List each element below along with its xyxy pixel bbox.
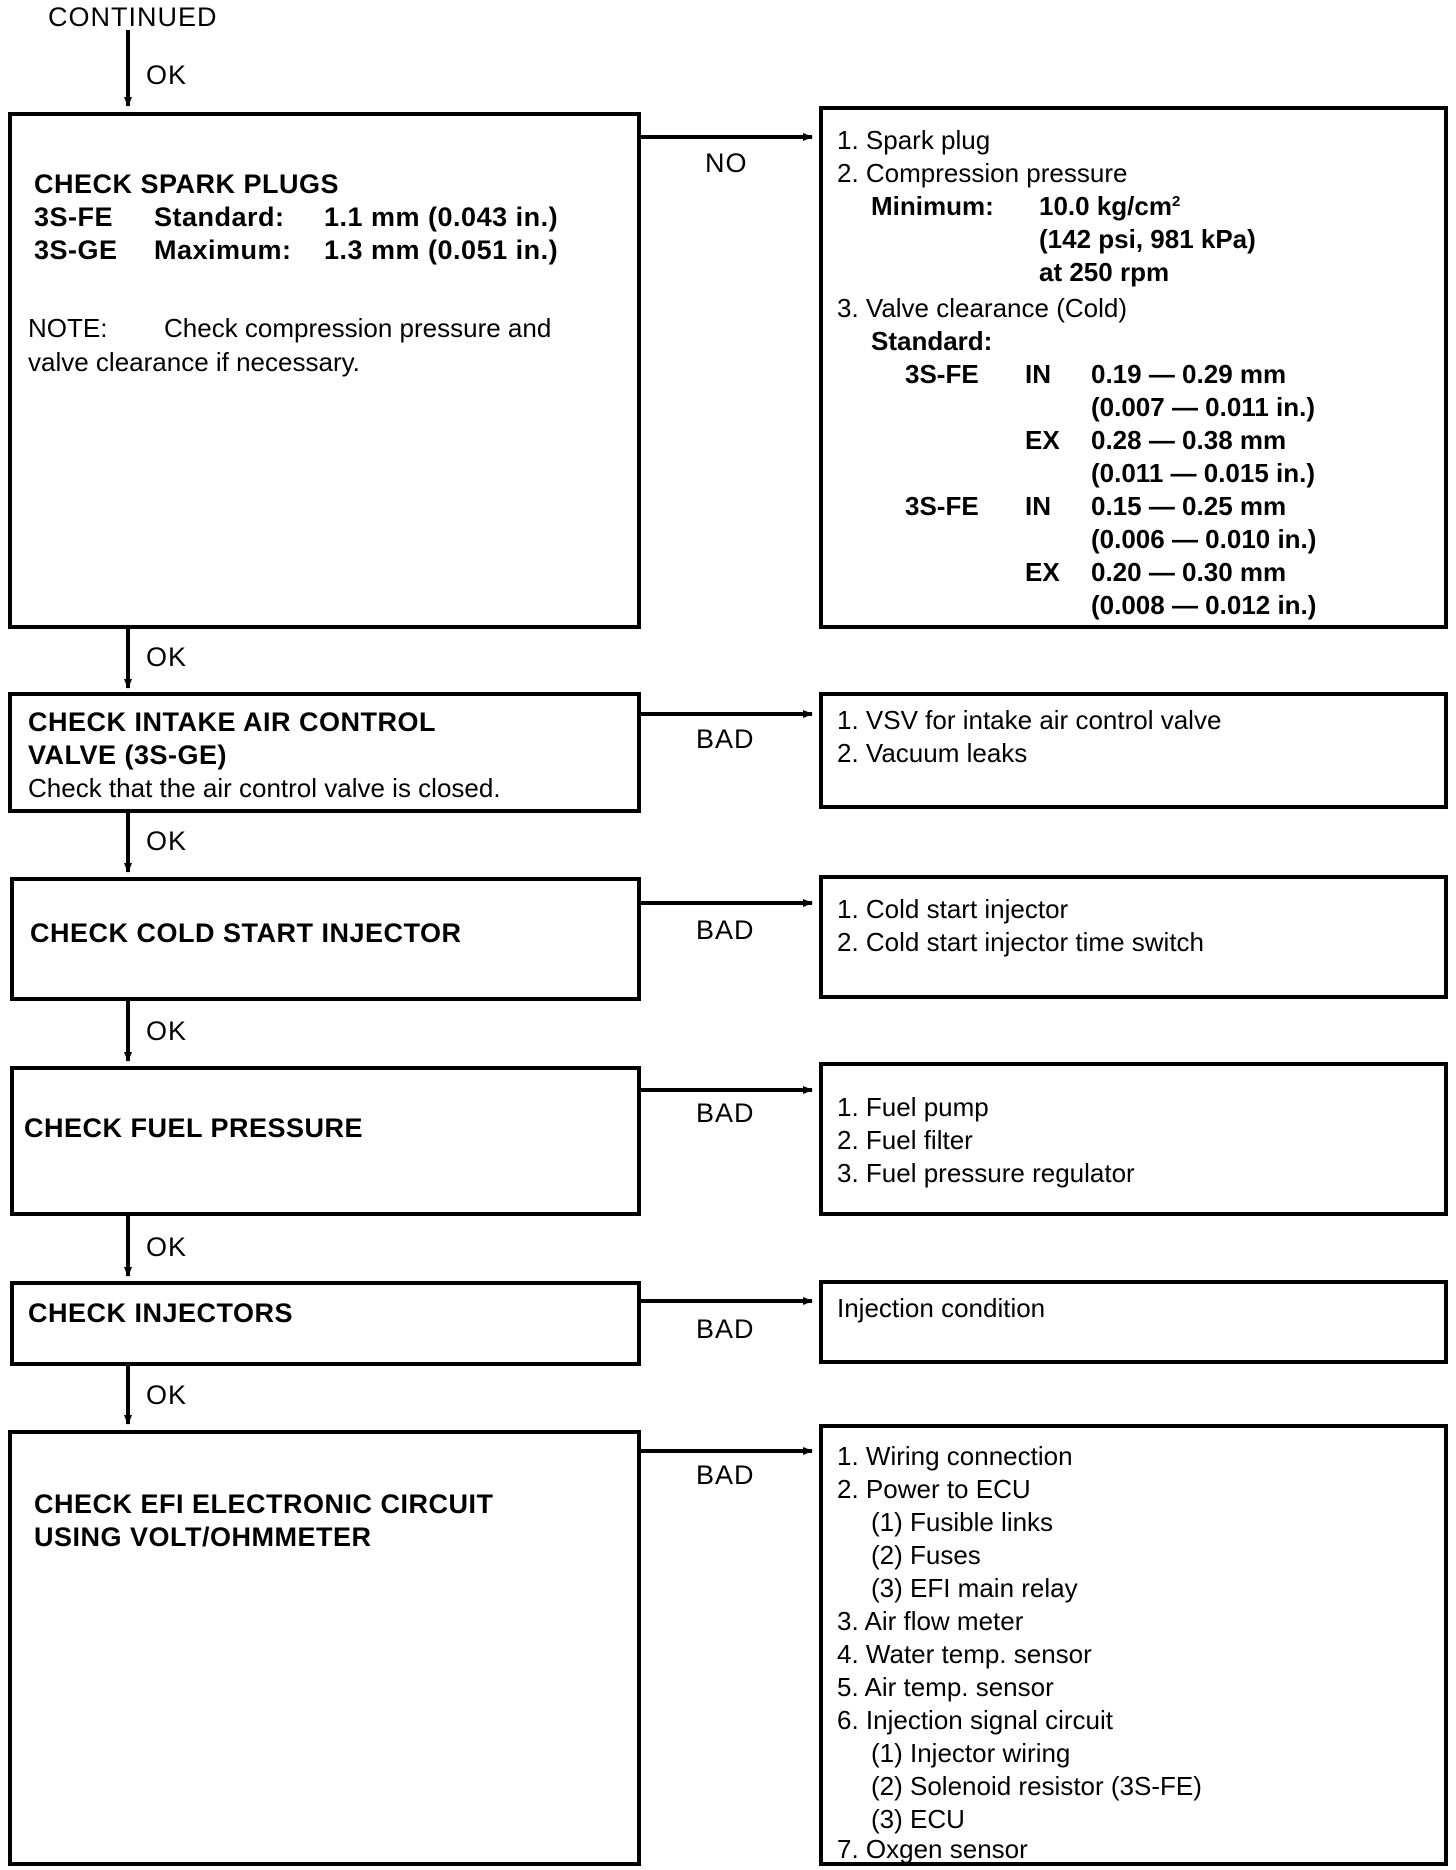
result-item: 2. Vacuum leaks [837,738,1028,768]
note-label: NOTE: [28,313,108,343]
branch-label-no: NO [705,148,748,178]
clearance-inch: (0.007 — 0.011 in.) [1091,392,1316,422]
step-box-cold-start [10,877,641,1001]
standard-label: Standard: [871,326,993,356]
clearance-inch: (0.011 — 0.015 in.) [1091,458,1316,488]
note-text: valve clearance if necessary. [28,347,360,377]
result-item: 5. Air temp. sensor [837,1672,1054,1702]
result-item: Injection condition [837,1293,1046,1323]
result-item: 1. VSV for intake air control valve [837,705,1222,735]
result-box-spark-plugs [819,106,1448,629]
step-title: CHECK COLD START INJECTOR [30,918,462,948]
clearance-side: IN [1025,491,1051,521]
result-box-cold-start [819,875,1448,999]
step-box-spark-plugs [8,112,641,629]
result-item: 3. Valve clearance (Cold) [837,293,1127,323]
step-title: CHECK INTAKE AIR CONTROL [28,707,436,737]
spec-engine: 3S-GE [34,235,118,265]
step-title: CHECK FUEL PRESSURE [24,1113,364,1143]
result-item: 1. Cold start injector [837,894,1069,924]
ok-label: OK [146,826,188,856]
result-subitem: (3) ECU [871,1804,965,1834]
step-title: CHECK SPARK PLUGS [34,169,340,199]
spec-label: Standard: [154,202,285,232]
minimum-value: 10.0 $kg/cm^2$ [1039,191,1181,221]
result-item: 1. Spark plug [837,125,991,155]
result-item: 2. Compression pressure [837,158,1128,188]
ok-label: OK [146,1232,188,1262]
clearance-inch: (0.008 — 0.012 in.) [1091,590,1317,620]
ok-label: OK [146,60,188,90]
result-item: 3. Air flow meter [837,1606,1024,1636]
clearance-mm: 0.19 — 0.29 mm [1091,359,1287,389]
step-title: VALVE (3S-GE) [28,740,228,770]
ok-label: OK [146,1016,188,1046]
step-box-fuel-pressure [10,1066,641,1216]
result-item: 6. Injection signal circuit [837,1705,1114,1735]
branch-label-bad: BAD [696,915,755,945]
result-box-efi [819,1424,1448,1866]
clearance-engine: 3S-FE [905,359,979,389]
branch-label-bad: BAD [696,724,755,754]
result-subitem: (1) Injector wiring [871,1738,1071,1768]
clearance-engine: 3S-FE [905,491,979,521]
minimum-psi: (142 psi, 981 kPa) [1039,224,1256,254]
clearance-mm: 0.28 — 0.38 mm [1091,425,1287,455]
result-box-intake-air [819,692,1448,809]
result-subitem: (3) EFI main relay [871,1573,1078,1603]
result-box-fuel-pressure [819,1062,1448,1216]
result-item: 2. Power to ECU [837,1474,1031,1504]
result-item: 1. Fuel pump [837,1092,989,1122]
note-text: Check compression pressure and [164,313,552,343]
minimum-rpm: at 250 rpm [1039,257,1170,287]
result-item: 1. Wiring connection [837,1441,1073,1471]
clearance-side: IN [1025,359,1051,389]
minimum-label: Minimum: [871,191,994,221]
branch-label-bad: BAD [696,1460,755,1490]
step-box-intake-air [8,692,641,813]
spec-value: 1.1 mm (0.043 in.) [324,202,559,232]
spec-value: 1.3 mm (0.051 in.) [324,235,559,265]
step-box-injectors [10,1281,641,1366]
step-description: Check that the air control valve is closed. [28,773,501,803]
spec-engine: 3S-FE [34,202,114,232]
step-title: CHECK INJECTORS [28,1298,294,1328]
continued-label: CONTINUED [48,2,218,32]
result-subitem: (1) Fusible links [871,1507,1054,1537]
clearance-mm: 0.15 — 0.25 mm [1091,491,1287,521]
result-item: 2. Cold start injector time switch [837,927,1205,957]
ok-label: OK [146,642,188,672]
result-subitem: (2) Fuses [871,1540,981,1570]
clearance-side: EX [1025,557,1060,587]
step-title: USING VOLT/OHMMETER [34,1522,372,1552]
branch-label-bad: BAD [696,1098,755,1128]
result-subitem: (2) Solenoid resistor (3S-FE) [871,1771,1202,1801]
step-title: CHECK EFI ELECTRONIC CIRCUIT [34,1489,494,1519]
result-item: 2. Fuel filter [837,1125,973,1155]
result-item: 4. Water temp. sensor [837,1639,1092,1669]
step-box-efi [8,1430,641,1866]
result-item: 3. Fuel pressure regulator [837,1158,1135,1188]
spec-label: Maximum: [154,235,292,265]
clearance-mm: 0.20 — 0.30 mm [1091,557,1287,587]
result-item: 7. Oxgen sensor [837,1834,1028,1864]
result-box-injectors [819,1280,1448,1364]
clearance-side: EX [1025,425,1060,455]
clearance-inch: (0.006 — 0.010 in.) [1091,524,1317,554]
ok-label: OK [146,1380,188,1410]
branch-label-bad: BAD [696,1314,755,1344]
